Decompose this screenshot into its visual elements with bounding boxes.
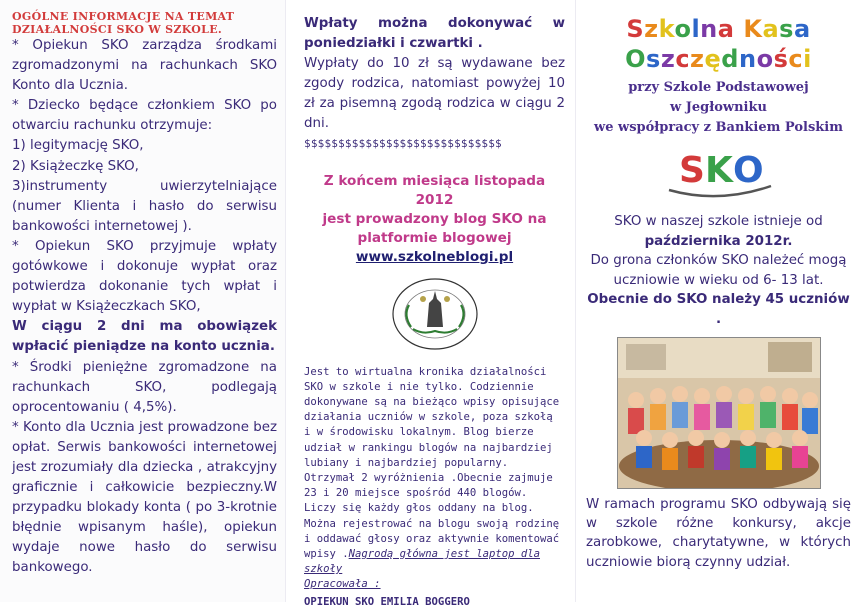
title-letter: S (626, 15, 645, 43)
blog-column (285, 0, 575, 608)
program-text: W ramach programu SKO odbywają się w szkole różne konkursy, akcje zarobkowe, charytatywne, w których uczniowie biorą czynny udział. (586, 497, 851, 570)
blog-heading-line: jest prowadzony blog SKO na (322, 210, 547, 227)
title-letter: ę (704, 45, 722, 73)
blog-description (304, 365, 565, 593)
title-letter: z (644, 15, 659, 43)
sko-logo-icon (659, 146, 779, 204)
about-text (586, 212, 851, 329)
class-photo-image (618, 338, 820, 488)
title-letter: l (691, 15, 701, 43)
info-column (0, 0, 285, 602)
title-letter: a (793, 15, 811, 43)
section-heading (12, 10, 277, 36)
list-item: 1) legitymację SKO, (12, 138, 144, 154)
svg-text:S: S (678, 150, 705, 191)
subtitle (586, 78, 851, 138)
withdrawal-rules: Wypłaty do 10 zł są wydawane bez zgody rodzica, natomiast powyżej 10 zł za pisemną zgodą rodzica w ciągu 2 dni. (304, 56, 565, 132)
svg-text:O: O (732, 150, 764, 191)
title-letter: c (788, 45, 804, 73)
prize-text: Nagrodą główna jest laptop dla szkoły (304, 548, 540, 576)
paragraph-deposits: * Opiekun SKO przyjmuje wpłaty gotówkowe i dokonuje wypłat oraz potwierdza dokonanie tych wpłat i wypłat w Książeczkach SKO, (12, 238, 277, 315)
title-letter: a (762, 15, 780, 43)
title-letter: O (625, 45, 647, 73)
title-letter: z (690, 45, 705, 73)
title-line-1 (586, 14, 851, 44)
subtitle-line: przy Szkole Podstawowej (628, 80, 809, 95)
title-letter: k (658, 15, 675, 43)
prepared-by-label: Opracowała : (304, 578, 381, 591)
title-line-2 (586, 44, 851, 74)
title-letter: o (756, 45, 774, 73)
deposit-days: Wpłaty można dokonywać w poniedziałki i czwartki . (304, 16, 565, 52)
title-letter: c (675, 45, 691, 73)
title-letter (734, 15, 743, 43)
title-letter: n (700, 15, 718, 43)
class-photo (617, 337, 821, 489)
blog-heading-line: Z końcem miesiąca listopada 2012 (323, 172, 546, 208)
title-letter: s (646, 45, 661, 73)
paragraph-interest: * Środki pieniężne zgromadzone na rachunkach SKO, podlegają oprocentowaniu ( 4,5%). (12, 359, 277, 415)
paragraph-guardian: * Opiekun SKO zarządza środkami zgromadzonymi na rachunkach SKO Konto dla Ucznia. (12, 38, 277, 94)
title-letter: a (717, 15, 735, 43)
subtitle-line: w Jegłowniku (670, 100, 767, 115)
signature: OPIEKUN SKO EMILIA BOGGERO (304, 595, 470, 608)
deposit-info (304, 14, 565, 135)
subtitle-line: we współpracy z Bankiem Polskim (594, 120, 843, 135)
title-letter: i (803, 45, 812, 73)
school-emblem-icon (389, 275, 481, 353)
heading-line-2: DZIAŁALNOŚCI SKO W SZKOLE. (12, 23, 223, 36)
blog-url-link[interactable]: www.szkolneblogi.pl (355, 248, 514, 265)
school-logo (304, 275, 565, 353)
brochure-title (586, 14, 851, 74)
list-item: 3)instrumenty uwierzytelniające (numer Klienta i hasło do serwisu bankowości internetowej ). (12, 178, 277, 234)
dollar-divider: $$$$$$$$$$$$$$$$$$$$$$$$$$$$$ (304, 136, 502, 150)
paragraph-two-days: W ciągu 2 dni ma obowiązek wpłacić pieniądze na konto ucznia. (12, 319, 277, 355)
title-letter: s (779, 15, 794, 43)
paragraph-member-receives: * Dziecko będące członkiem SKO po otwarciu rachunku otrzymuje: (12, 98, 277, 134)
since-date: października 2012r. (644, 233, 793, 249)
blog-heading-line: platformie blogowej (357, 229, 512, 246)
heading-line-1: OGÓLNE INFORMACJE NA TEMAT (12, 10, 235, 23)
title-letter: ś (773, 45, 789, 73)
info-text (12, 36, 277, 579)
title-letter: z (660, 45, 676, 73)
blog-text: Jest to wirtualna kronika działalności SKO w szkole i nie tylko. Codziennie dokonywane są na bieżąco wpisy opisujące działania uczniów w szkole, poza szkołą i w środowisku lokalnym. Blog bierze udział w rankingu blogów na najbardziej lubiany i najbardziej popularny. Otrzymał 2 wyróżnienia .Obecnie zajmuje 23 i 20 miejsce spośród 440 blogów. Liczy się każdy głos oddany na blog. Można rejestrować na blogu swoją rodzinę i oddawać głosy oraz aktywnie komentować wpisy . (304, 365, 560, 560)
title-letter: K (743, 15, 763, 43)
title-letter: o (674, 15, 692, 43)
sko-logo (586, 146, 851, 204)
paragraph-account: * Konto dla Ucznia jest prowadzone bez opłat. Serwis bankowości internetowej jest zrozumiały dla dziecka , atrakcyjny graficznie i całkowicie bezpieczny.W przypadku blokady konta ( po 3-krotnie błędnie wpisanym haśle), opiekun wydaje nowe hasło do serwisu bankowego. (12, 419, 277, 576)
list-item: 2) Książeczkę SKO, (12, 158, 139, 174)
title-letter: n (738, 45, 757, 73)
member-count-text: Obecnie do SKO należy 45 uczniów . (587, 292, 850, 327)
since-text: SKO w naszej szkole istnieje od (614, 214, 823, 229)
svg-text:K: K (704, 150, 733, 191)
blog-heading (304, 172, 565, 267)
title-letter: d (721, 45, 739, 73)
eligibility-text: Do grona członków SKO należeć mogą uczniowie w wieku od 6- 13 lat. (590, 253, 847, 288)
cover-column (575, 0, 859, 602)
